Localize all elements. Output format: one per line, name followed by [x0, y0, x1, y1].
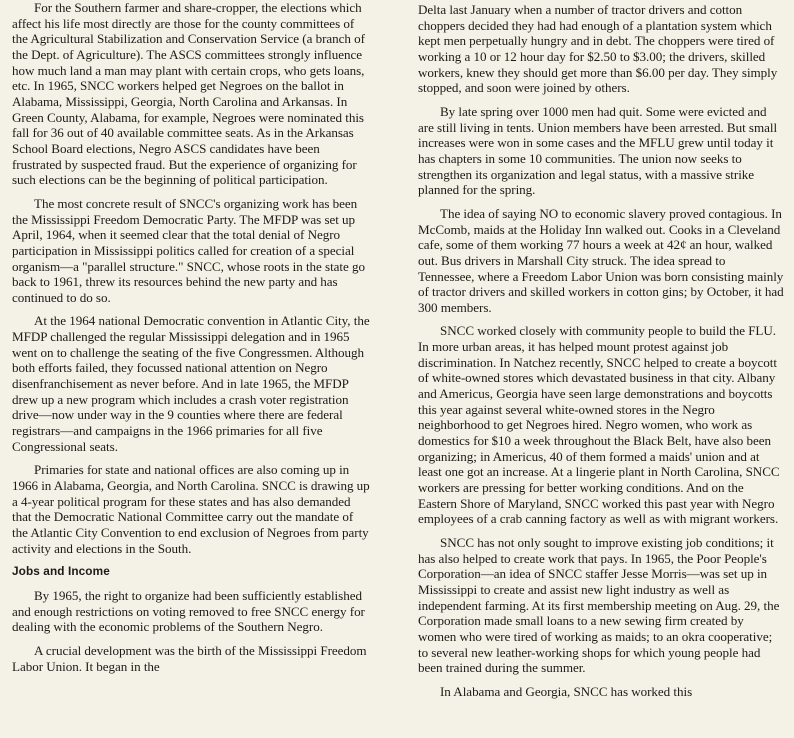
section-heading-jobs-income: Jobs and Income	[12, 564, 110, 579]
paragraph-poor-peoples-corporation: SNCC has not only sought to improve existing job conditions; it has also helped to create work that pays. In 1965, the Poor People's Corporation—an idea of SNCC staffer Jesse Morris—was set up in Mississippi to create and assist new light industry as well as independent farming. At its first membership meeting on Aug. 29, the Corporation made small loans to a new sewing firm created by women who were tired of working as maids; to an okra cooperative; to several new leather-working shops for which young people had been trained during the summer.	[418, 535, 780, 676]
paragraph-delta-continuation: Delta last January when a number of tractor drivers and cotton choppers decided they had had enough of a plantation system which kept men perpetually hungry and in debt. The choppers were tired of working a 10 or 12 hour day for $2.50 to $3.00; the drivers, skilled workers, knew they should get more than $6.00 per day. They simply stopped, and soon were joined by others.	[418, 2, 778, 96]
paragraph-alabama-georgia: In Alabama and Georgia, SNCC has worked this	[440, 683, 693, 699]
right-column	[418, 2, 784, 700]
paragraph-spring-strike: By late spring over 1000 men had quit. Some were evicted and are still living in tents. Union members have been arrested. But small increases were won in some cases and the MFLU grew until today it has chapters in some 10 communities. The union now seeks to strengthen its organization and legal status, with a massive strike planned for the spring.	[418, 103, 778, 198]
paragraph-fly-boycotts: SNCC worked closely with community people to build the FLU. In more urban areas, it has helped mount protest against job discrimination. In Natchez recently, SNCC helped to create a boycott of white-owned stores which devastated business in that city. Albany and Americus, Georgia have seen large demonstrations and boycotts this year against several white-owned stores in the Negro neighborhood to get Negroes hired. Negro women, who work as domestics for $10 a week throughout the Black Belt, have also been organizing; in Americus, 40 of them formed a maids' union and at least one got an increase. At a lingerie plant in North Carolina, SNCC workers are pressing for better working conditions. And on the Eastern Shore of Maryland, SNCC worked this past year with Negro employees of a crab canning factory as well as with migrant workers.	[418, 323, 780, 527]
paragraph-saying-no: The idea of saying NO to economic slavery proved contagious. In McComb, maids at the Holiday Inn walked out. Cooks in a Cleveland cafe, some of them working 77 hours a week at 42¢ an hour, walked out. Bus drivers in Marshall City struck. The idea spread to Tennessee, where a Freedom Labor Union was born consisting mainly of tractor drivers and skilled workers in cotton gins; by October, it had 300 members.	[418, 205, 784, 315]
paragraph-economic-problems: By 1965, the right to organize had been sufficiently established and enough restrictions on voting removed to free SNCC energy for dealing with the economic problems of the Southern Negro.	[12, 587, 365, 635]
paragraph-1966-primaries: Primaries for state and national offices are also coming up in 1966 in Alabama, Georgia, and North Carolina. SNCC is drawing up a 4-year political program for these states and has also demanded that the Democratic National Committee carry out the mandate of the Atlantic City Convention to end exclusion of Negroes from party activity and elections in the South.	[12, 462, 370, 556]
paragraph-mfdp-founding: The most concrete result of SNCC's organizing work has been the Mississippi Freedom Democratic Party. The MFDP was set up April, 1964, when it seemed clear that the total denial of Negro participation in Mississippi politics called for creation of a special organism—a "parallel structure." SNCC, whose roots in the state go back to 1961, threw its resources behind the new party and has continued to do so.	[12, 195, 365, 305]
paragraph-ascs-elections: For the Southern farmer and share-cropper, the elections which affect his life most directly are those for the county committees of the Agricultural Stabilization and Conservation Service (a branch of the Dept. of Agriculture). The ASCS committees strongly influence how much land a man may plant with certain crops, who gets loans, etc. In 1965, SNCC workers helped get Negroes on the ballot in Alabama, Mississippi, Georgia, North Carolina and Arkansas. In Green County, Alabama, for example, Negroes were nominated this fall for 36 out of 40 available committee seats. As in the Arkansas School Board elections, Negro ASCS candidates have been frustrated by suspected fraud. But the experience of organizing for such elections can be the beginning of political participation.	[12, 0, 365, 188]
left-column	[12, 0, 372, 674]
paragraph-mflu-birth: A crucial development was the birth of the Mississippi Freedom Labor Union. It began in the	[12, 642, 367, 674]
paragraph-atlantic-city-convention: At the 1964 national Democratic convention in Atlantic City, the MFDP challenged the regular Mississippi delegation and in 1965 went on to challenge the seating of the five Congressmen. Although both efforts failed, they focussed national attention on Negro disenfranchisement as never before. And in late 1965, the MFDP drew up a new program which includes a crash voter registration drive—now under way in the 9 counties where there are federal registrars—and campaigns in the 1966 primaries for all five Congressional seats.	[12, 313, 370, 454]
